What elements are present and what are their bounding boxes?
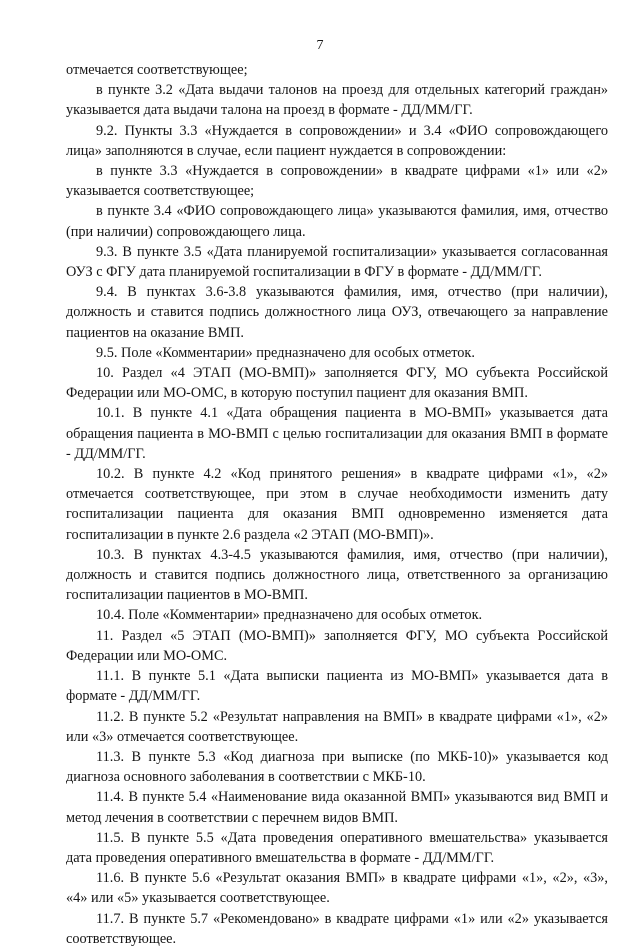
paragraph: 9.3. В пункте 3.5 «Дата планируемой госпитализации» указывается согласованная ОУЗ с ФГУ дата планируемой госпитализации в ФГУ в формате - ДД/ММ/ГГ.	[66, 243, 608, 281]
paragraph: 10. Раздел «4 ЭТАП (МО-ВМП)» заполняется ФГУ, МО субъекта Российской Федерации или МО-ОМС, в которую поступил пациент для оказания ВМП.	[66, 365, 608, 402]
paragraph-continuation: отмечается соответствующее;	[66, 62, 248, 78]
paragraph: 11.3. В пункте 5.3 «Код диагноза при выписке (по МКБ-10)» указывается код диагноза основного заболевания в соответствии с МКБ-10.	[66, 748, 608, 786]
paragraph: 11.5. В пункте 5.5 «Дата проведения оперативного вмешательства» указывается дата проведения оперативного вмешательства в формате - ДД/ММ/ГГ.	[66, 829, 608, 866]
paragraph: 11. Раздел «5 ЭТАП (МО-ВМП)» заполняется ФГУ, МО субъекта Российской Федерации или МО-ОМС.	[66, 627, 608, 664]
page-number: 7	[316, 38, 324, 53]
paragraph: в пункте 3.2 «Дата выдачи талонов на проезд для отдельных категорий граждан» указывается дата выдачи талона на проезд в формате - ДД/ММ/ГГ.	[66, 82, 608, 119]
paragraph: 11.2. В пункте 5.2 «Результат направления на ВМП» в квадрате цифрами «1», «2» или «3» отмечается соответствующее.	[66, 708, 608, 745]
paragraph: в пункте 3.3 «Нуждается в сопровождении» в квадрате цифрами «1» или «2» указывается соответствующее;	[66, 163, 608, 200]
paragraph: 10.2. В пункте 4.2 «Код принятого решения» в квадрате цифрами «1», «2» отмечается соответствующее, при этом в случае необходимости изменить дату госпитализации пациента для оказания ВМП одновременно изменяется дата госпитализации в пункте 2.6 раздела «2 ЭТАП (МО-ВМП)».	[66, 466, 608, 543]
paragraph: 11.7. В пункте 5.7 «Рекомендовано» в квадрате цифрами «1» или «2» указывается соответствующее.	[66, 910, 608, 947]
paragraph: 10.3. В пунктах 4.3-4.5 указываются фамилия, имя, отчество (при наличии), должность и ставится подпись должностного лица, ответственного за организацию госпитализации пациентов в МО-ВМП.	[66, 546, 608, 604]
paragraph: 9.5. Поле «Комментарии» предназначено для особых отметок.	[96, 344, 475, 361]
paragraph: 11.4. В пункте 5.4 «Наименование вида оказанной ВМП» указываются вид ВМП и метод лечения в соответствии с перечнем видов ВМП.	[66, 789, 608, 826]
paragraph: 9.2. Пункты 3.3 «Нуждается в сопровождении» и 3.4 «ФИО сопровождающего лица» заполняются в случае, если пациент нуждается в сопровождении:	[66, 122, 608, 159]
paragraph: 10.4. Поле «Комментарии» предназначено для особых отметок.	[96, 607, 483, 624]
paragraph: в пункте 3.4 «ФИО сопровождающего лица» указываются фамилия, имя, отчество (при наличии) сопровождающего лица.	[66, 203, 608, 240]
paragraph: 9.4. В пунктах 3.6-3.8 указываются фамилия, имя, отчество (при наличии), должность и ставится подпись должностного лица ОУЗ, отвечающего за направление пациентов на оказание ВМП.	[66, 284, 608, 341]
paragraph: 11.1. В пункте 5.1 «Дата выписки пациента из МО-ВМП» указывается дата в формате - ДД/ММ/ГГ.	[66, 668, 608, 705]
paragraph: 11.6. В пункте 5.6 «Результат оказания ВМП» в квадрате цифрами «1», «2», «3», «4» или «5» указывается соответствующее.	[66, 870, 608, 907]
paragraph: 10.1. В пункте 4.1 «Дата обращения пациента в МО-ВМП» указывается дата обращения пациента в МО-ВМП с целью госпитализации для оказания ВМП в формате - ДД/ММ/ГГ.	[66, 405, 608, 462]
document-body	[66, 60, 608, 949]
